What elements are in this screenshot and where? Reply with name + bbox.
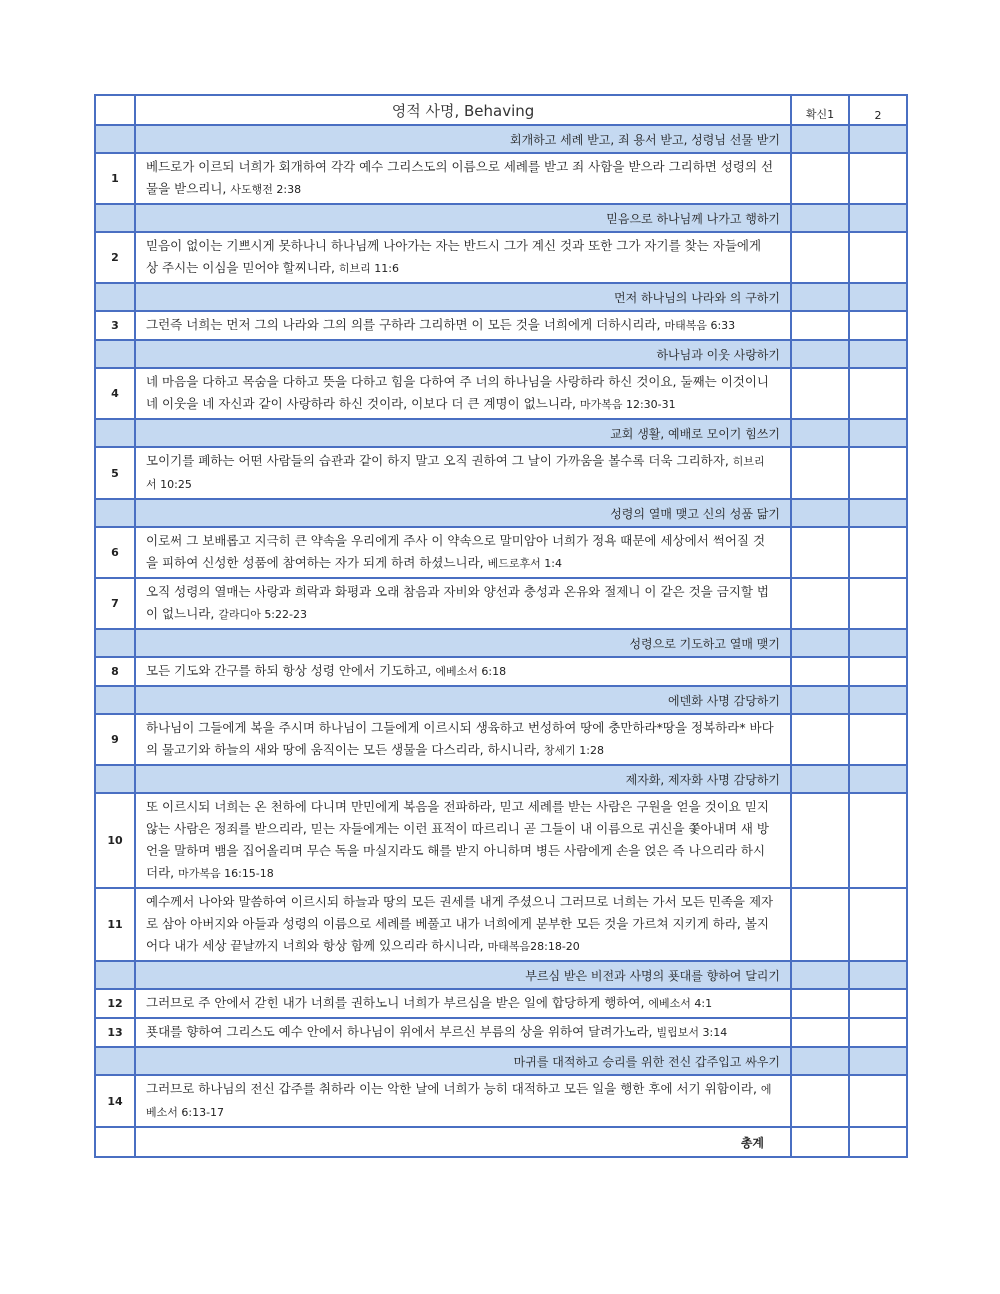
section-title: 하나님과 이웃 사랑하기 xyxy=(135,340,791,368)
check2-cell[interactable] xyxy=(849,793,907,888)
verse-number: 8 xyxy=(95,657,135,686)
section-header-row xyxy=(95,419,907,447)
check2-cell[interactable] xyxy=(849,657,907,686)
section-title: 교회 생활, 예배로 모이기 힘쓰기 xyxy=(135,419,791,447)
verse-number: 4 xyxy=(95,368,135,419)
check2-cell[interactable] xyxy=(849,714,907,765)
section-check1-cell xyxy=(791,686,849,714)
verse-text-cell xyxy=(135,657,791,686)
verse-number: 7 xyxy=(95,578,135,629)
section-header-row xyxy=(95,765,907,793)
section-number-cell xyxy=(95,961,135,989)
verse-text: 모이기를 폐하는 어떤 사람들의 습관과 같이 하지 말고 오직 권하여 그 날이 가까움을 볼수록 더욱 그리하자, xyxy=(146,453,729,468)
check1-cell[interactable] xyxy=(791,793,849,888)
section-header-row xyxy=(95,283,907,311)
verse-number: 12 xyxy=(95,989,135,1018)
verse-row xyxy=(95,527,907,578)
verse-row xyxy=(95,793,907,888)
section-number-cell xyxy=(95,1047,135,1075)
verse-reference: 에베소서 4:1 xyxy=(648,997,713,1010)
section-check1-cell xyxy=(791,499,849,527)
verse-reference: 갈라디아 5:22-23 xyxy=(218,608,307,621)
verse-text-cell xyxy=(135,714,791,765)
section-check1-cell xyxy=(791,340,849,368)
verse-row xyxy=(95,232,907,283)
verse-reference: 에베소서 6:18 xyxy=(435,665,507,678)
section-check2-cell xyxy=(849,499,907,527)
verse-reference: 마태복음28:18-20 xyxy=(487,940,580,953)
section-check2-cell xyxy=(849,283,907,311)
mission-checklist-table xyxy=(94,94,908,1158)
check2-cell[interactable] xyxy=(849,447,907,499)
verse-text-cell xyxy=(135,1018,791,1047)
section-check1-cell xyxy=(791,204,849,232)
section-header-row xyxy=(95,629,907,657)
section-check1-cell xyxy=(791,961,849,989)
check1-cell[interactable] xyxy=(791,527,849,578)
check2-cell[interactable] xyxy=(849,311,907,340)
verse-row xyxy=(95,447,907,499)
verse-text-cell xyxy=(135,232,791,283)
section-header-row xyxy=(95,686,907,714)
section-header-row xyxy=(95,125,907,153)
check2-cell[interactable] xyxy=(849,989,907,1018)
check2-cell[interactable] xyxy=(849,888,907,961)
section-title: 제자화, 제자화 사명 감당하기 xyxy=(135,765,791,793)
section-number-cell xyxy=(95,765,135,793)
verse-row xyxy=(95,1075,907,1127)
header-check1: 확신1 xyxy=(791,95,849,125)
verse-number: 10 xyxy=(95,793,135,888)
section-title: 회개하고 세례 받고, 죄 용서 받고, 성령님 선물 받기 xyxy=(135,125,791,153)
verse-number: 2 xyxy=(95,232,135,283)
check2-cell[interactable] xyxy=(849,1075,907,1127)
section-check1-cell xyxy=(791,1047,849,1075)
check1-cell[interactable] xyxy=(791,1075,849,1127)
verse-text: 또 이르시되 너희는 온 천하에 다니며 만민에게 복음을 전파하라, 믿고 세례를 받는 사람은 구원을 얻을 것이요 믿지 않는 사람은 정죄를 받으리라, 믿는 자들에게는 이런 표적이 따르리니 곧 그들이 내 이름으로 귀신을 쫓아내며 새 방언을 말하며 뱀을 집어올리며 무슨 독을 마실지라도 해를 받지 아니하며 병든 사람에게 손을 얹은 즉 나으리라 하시더라, xyxy=(146,799,769,880)
verse-text: 그러므로 주 안에서 갇힌 내가 너희를 권하노니 너희가 부르심을 받은 일에 합당하게 행하여, xyxy=(146,995,645,1010)
verse-number: 3 xyxy=(95,311,135,340)
section-number-cell xyxy=(95,204,135,232)
check2-cell[interactable] xyxy=(849,527,907,578)
section-header-row xyxy=(95,499,907,527)
verse-number: 14 xyxy=(95,1075,135,1127)
section-header-row xyxy=(95,961,907,989)
verse-row xyxy=(95,311,907,340)
verse-number: 13 xyxy=(95,1018,135,1047)
verse-number: 11 xyxy=(95,888,135,961)
verse-text: 이로써 그 보배롭고 지극히 큰 약속을 우리에게 주사 이 약속으로 말미암아 너희가 정욕 때문에 세상에서 썩어질 것을 피하여 신성한 성품에 참여하는 자가 되게 하려 하셨느니라, xyxy=(146,533,766,570)
verse-row xyxy=(95,657,907,686)
section-check2-cell xyxy=(849,629,907,657)
header-check2: 2 xyxy=(849,95,907,125)
verse-text-cell xyxy=(135,447,791,499)
check2-cell[interactable] xyxy=(849,153,907,204)
check1-cell[interactable] xyxy=(791,368,849,419)
section-header-row xyxy=(95,204,907,232)
check2-cell[interactable] xyxy=(849,232,907,283)
check1-cell[interactable] xyxy=(791,888,849,961)
verse-number: 1 xyxy=(95,153,135,204)
section-title: 성령의 열매 맺고 신의 성품 닮기 xyxy=(135,499,791,527)
section-title: 먼저 하나님의 나라와 의 구하기 xyxy=(135,283,791,311)
verse-text-cell xyxy=(135,1075,791,1127)
verse-text-cell xyxy=(135,311,791,340)
total-label: 총계 xyxy=(135,1127,791,1157)
header-number-cell xyxy=(95,95,135,125)
page-title: 영적 사명, Behaving xyxy=(135,95,791,125)
check1-cell[interactable] xyxy=(791,1018,849,1047)
check1-cell[interactable] xyxy=(791,714,849,765)
total-number-cell xyxy=(95,1127,135,1157)
section-header-row xyxy=(95,340,907,368)
verse-reference: 히브리서 10:25 xyxy=(146,455,765,491)
check2-cell[interactable] xyxy=(849,368,907,419)
verse-text: 예수께서 나아와 말씀하여 이르시되 하늘과 땅의 모든 권세를 내게 주셨으니 그러므로 너희는 가서 모든 민족을 제자로 삼아 아버지와 아들과 성령의 이름으로 세례를 베풀고 내가 너희에게 분부한 모든 것을 가르쳐 지키게 하라, 볼지어다 내가 세상 끝날까지 너희와 항상 함께 있으리라 하시니라, xyxy=(146,894,774,953)
section-number-cell xyxy=(95,283,135,311)
verse-number: 5 xyxy=(95,447,135,499)
verse-text-cell xyxy=(135,153,791,204)
check1-cell[interactable] xyxy=(791,989,849,1018)
check1-cell[interactable] xyxy=(791,311,849,340)
verse-text: 믿음이 없이는 기쁘시게 못하나니 하나님께 나아가는 자는 반드시 그가 계신 것과 또한 그가 자기를 찾는 자들에게 상 주시는 이심을 믿어야 할찌니라, xyxy=(146,238,762,275)
verse-text-cell xyxy=(135,888,791,961)
section-check1-cell xyxy=(791,125,849,153)
check1-cell[interactable] xyxy=(791,447,849,499)
section-check2-cell xyxy=(849,340,907,368)
total-check1-cell[interactable] xyxy=(791,1127,849,1157)
verse-text: 그런즉 너희는 먼저 그의 나라와 그의 의를 구하라 그리하면 이 모든 것을 너희에게 더하시리라, xyxy=(146,317,661,332)
section-check1-cell xyxy=(791,629,849,657)
verse-text: 네 마음을 다하고 목숨을 다하고 뜻을 다하고 힘을 다하여 주 너의 하나님을 사랑하라 하신 것이요, 둘째는 이것이니 네 이웃을 네 자신과 같이 사랑하라 하신 것이라, 이보다 더 큰 계명이 없느니라, xyxy=(146,374,769,411)
verse-reference: 창세기 1:28 xyxy=(543,744,604,757)
section-check1-cell xyxy=(791,419,849,447)
verse-text-cell xyxy=(135,989,791,1018)
section-check1-cell xyxy=(791,765,849,793)
verse-row xyxy=(95,368,907,419)
verse-reference: 에베소서 6:13-17 xyxy=(146,1083,772,1119)
verse-row xyxy=(95,578,907,629)
section-check2-cell xyxy=(849,765,907,793)
check2-cell[interactable] xyxy=(849,1018,907,1047)
verse-text-cell xyxy=(135,527,791,578)
verse-text: 모든 기도와 간구를 하되 항상 성령 안에서 기도하고, xyxy=(146,663,432,678)
section-number-cell xyxy=(95,499,135,527)
verse-reference: 사도행전 2:38 xyxy=(230,183,302,196)
verse-number: 9 xyxy=(95,714,135,765)
section-check2-cell xyxy=(849,686,907,714)
check1-cell[interactable] xyxy=(791,657,849,686)
header-row xyxy=(95,95,907,125)
check2-cell[interactable] xyxy=(849,578,907,629)
section-title: 에덴화 사명 감당하기 xyxy=(135,686,791,714)
verse-reference: 빌립보서 3:14 xyxy=(656,1026,728,1039)
verse-reference: 마태복음 6:33 xyxy=(664,319,736,332)
verse-row xyxy=(95,888,907,961)
section-number-cell xyxy=(95,629,135,657)
verse-text-cell xyxy=(135,578,791,629)
verse-row xyxy=(95,153,907,204)
section-number-cell xyxy=(95,419,135,447)
verse-text: 푯대를 향하여 그리스도 예수 안에서 하나님이 위에서 부르신 부름의 상을 위하여 달려가노라, xyxy=(146,1024,653,1039)
section-check2-cell xyxy=(849,125,907,153)
section-check1-cell xyxy=(791,283,849,311)
verse-text-cell xyxy=(135,368,791,419)
verse-reference: 마가복음 12:30-31 xyxy=(579,398,676,411)
section-title: 성령으로 기도하고 열매 맺기 xyxy=(135,629,791,657)
section-check2-cell xyxy=(849,204,907,232)
section-number-cell xyxy=(95,340,135,368)
section-number-cell xyxy=(95,686,135,714)
verse-text: 그러므로 하나님의 전신 갑주를 취하라 이는 악한 날에 너희가 능히 대적하고 모든 일을 행한 후에 서기 위함이라, xyxy=(146,1081,757,1096)
section-check2-cell xyxy=(849,961,907,989)
verse-text: 오직 성령의 열매는 사랑과 희락과 화평과 오래 참음과 자비와 양선과 충성과 온유와 절제니 이 같은 것을 금지할 법이 없느니라, xyxy=(146,584,769,621)
verse-row xyxy=(95,1018,907,1047)
section-check2-cell xyxy=(849,419,907,447)
section-title: 마귀를 대적하고 승리를 위한 전신 갑주입고 싸우기 xyxy=(135,1047,791,1075)
verse-text-cell xyxy=(135,793,791,888)
verse-text: 하나님이 그들에게 복을 주시며 하나님이 그들에게 이르시되 생육하고 번성하여 땅에 충만하라*땅을 정복하라* 바다의 물고기와 하늘의 새와 땅에 움직이는 모든 생물을 다스리라, 하시니라, xyxy=(146,720,774,757)
verse-reference: 히브리 11:6 xyxy=(338,262,399,275)
check1-cell[interactable] xyxy=(791,153,849,204)
verse-reference: 마가복음 16:15-18 xyxy=(178,867,274,880)
section-check2-cell xyxy=(849,1047,907,1075)
total-check2-cell[interactable] xyxy=(849,1127,907,1157)
verse-number: 6 xyxy=(95,527,135,578)
check1-cell[interactable] xyxy=(791,578,849,629)
section-title: 부르심 받은 비전과 사명의 푯대를 향하여 달리기 xyxy=(135,961,791,989)
verse-text: 베드로가 이르되 너희가 회개하여 각각 예수 그리스도의 이름으로 세례를 받고 죄 사함을 받으라 그리하면 성령의 선물을 받으리니, xyxy=(146,159,774,196)
verse-row xyxy=(95,989,907,1018)
verse-reference: 베드로후서 1:4 xyxy=(487,557,562,570)
total-row xyxy=(95,1127,907,1157)
section-number-cell xyxy=(95,125,135,153)
section-title: 믿음으로 하나님께 나가고 행하기 xyxy=(135,204,791,232)
verse-row xyxy=(95,714,907,765)
check1-cell[interactable] xyxy=(791,232,849,283)
section-header-row xyxy=(95,1047,907,1075)
